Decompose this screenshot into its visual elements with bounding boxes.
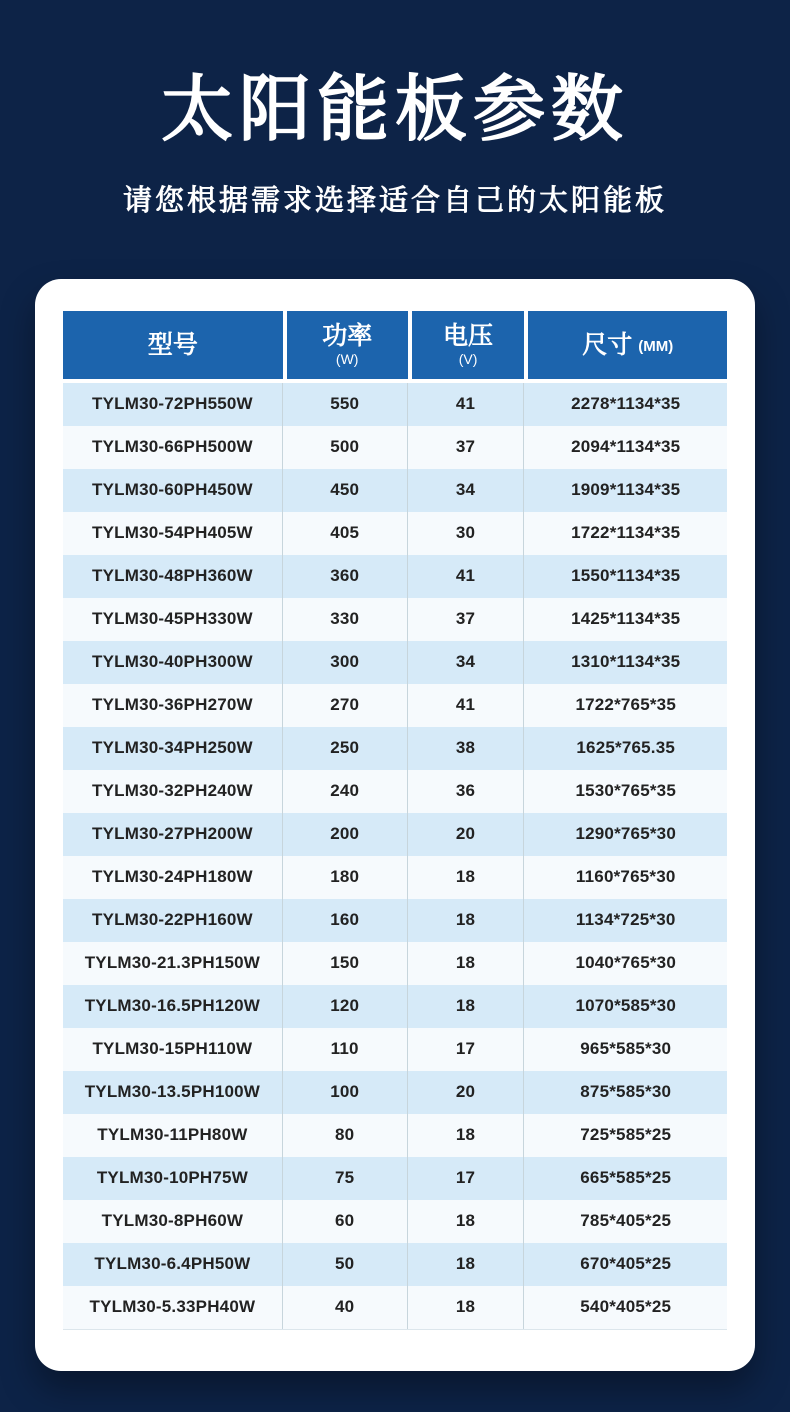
table-row <box>63 942 727 985</box>
cell-model: TYLM30-48PH360W <box>63 555 283 598</box>
table-row <box>63 985 727 1028</box>
spec-table <box>63 311 727 1330</box>
column-label-power: 功率 <box>322 322 373 351</box>
cell-power: 150 <box>283 942 408 985</box>
cell-model: TYLM30-66PH500W <box>63 426 283 469</box>
cell-voltage: 41 <box>408 555 525 598</box>
cell-power: 250 <box>283 727 408 770</box>
cell-model: TYLM30-21.3PH150W <box>63 942 283 985</box>
cell-model: TYLM30-36PH270W <box>63 684 283 727</box>
table-row <box>63 684 727 727</box>
cell-power: 270 <box>283 684 408 727</box>
table-row <box>63 555 727 598</box>
cell-size: 2094*1134*35 <box>571 437 681 457</box>
cell-voltage: 17 <box>408 1157 525 1200</box>
cell-size: 1425*1134*35 <box>571 609 681 629</box>
cell-model: TYLM30-15PH110W <box>63 1028 283 1071</box>
cell-voltage: 41 <box>408 383 525 426</box>
cell-size: 875*585*30 <box>580 1082 672 1102</box>
cell-voltage: 18 <box>408 942 525 985</box>
column-header-power <box>283 311 408 379</box>
cell-voltage: 41 <box>408 684 525 727</box>
cell-size: 1070*585*30 <box>575 996 676 1016</box>
table-row <box>63 1286 727 1329</box>
cell-model: TYLM30-60PH450W <box>63 469 283 512</box>
cell-model: TYLM30-40PH300W <box>63 641 283 684</box>
cell-model: TYLM30-5.33PH40W <box>63 1286 283 1329</box>
column-label-voltage: 电压 <box>443 322 494 351</box>
column-unit-power: (W) <box>335 350 359 367</box>
cell-voltage: 18 <box>408 856 525 899</box>
table-row <box>63 641 727 684</box>
column-label-size: 尺寸 <box>582 330 633 359</box>
cell-power: 200 <box>283 813 408 856</box>
cell-model: TYLM30-8PH60W <box>63 1200 283 1243</box>
cell-model: TYLM30-24PH180W <box>63 856 283 899</box>
page-title: 太阳能板参数 <box>160 70 629 150</box>
table-row <box>63 1071 727 1114</box>
table-row <box>63 598 727 641</box>
cell-model: TYLM30-34PH250W <box>63 727 283 770</box>
table-header <box>63 311 727 383</box>
table-row <box>63 512 727 555</box>
cell-size: 540*405*25 <box>580 1297 672 1317</box>
table-row <box>63 899 727 942</box>
cell-size: 665*585*25 <box>580 1168 672 1188</box>
cell-size: 1040*765*30 <box>575 953 676 973</box>
cell-size: 1310*1134*35 <box>571 652 681 672</box>
table-row <box>63 727 727 770</box>
cell-voltage: 37 <box>408 598 525 641</box>
table-row <box>63 1114 727 1157</box>
cell-size: 1134*725*30 <box>575 910 676 930</box>
cell-power: 80 <box>283 1114 408 1157</box>
cell-size: 1722*765*35 <box>575 695 676 715</box>
table-row <box>63 856 727 899</box>
table-row <box>63 1028 727 1071</box>
cell-power: 120 <box>283 985 408 1028</box>
cell-model: TYLM30-72PH550W <box>63 383 283 426</box>
cell-model: TYLM30-11PH80W <box>63 1114 283 1157</box>
cell-model: TYLM30-45PH330W <box>63 598 283 641</box>
cell-size: 670*405*25 <box>580 1254 672 1274</box>
column-label-model: 型号 <box>147 330 198 359</box>
column-header-model <box>63 311 283 379</box>
cell-power: 50 <box>283 1243 408 1286</box>
cell-size: 1290*765*30 <box>575 824 676 844</box>
cell-voltage: 20 <box>408 813 525 856</box>
cell-size: 965*585*30 <box>580 1039 672 1059</box>
cell-model: TYLM30-16.5PH120W <box>63 985 283 1028</box>
cell-power: 500 <box>283 426 408 469</box>
cell-power: 330 <box>283 598 408 641</box>
cell-size: 2278*1134*35 <box>571 394 681 414</box>
cell-size: 1625*765.35 <box>576 738 676 758</box>
cell-voltage: 18 <box>408 985 525 1028</box>
cell-size: 1550*1134*35 <box>571 566 681 586</box>
cell-model: TYLM30-6.4PH50W <box>63 1243 283 1286</box>
table-row <box>63 813 727 856</box>
cell-power: 40 <box>283 1286 408 1329</box>
cell-voltage: 17 <box>408 1028 525 1071</box>
cell-voltage: 38 <box>408 727 525 770</box>
cell-voltage: 37 <box>408 426 525 469</box>
cell-voltage: 36 <box>408 770 525 813</box>
table-row <box>63 1200 727 1243</box>
cell-voltage: 18 <box>408 1243 525 1286</box>
cell-power: 450 <box>283 469 408 512</box>
cell-voltage: 34 <box>408 469 525 512</box>
cell-power: 180 <box>283 856 408 899</box>
cell-voltage: 18 <box>408 1200 525 1243</box>
cell-size: 1909*1134*35 <box>571 480 681 500</box>
table-row <box>63 770 727 813</box>
cell-power: 240 <box>283 770 408 813</box>
cell-voltage: 30 <box>408 512 525 555</box>
cell-model: TYLM30-22PH160W <box>63 899 283 942</box>
cell-power: 550 <box>283 383 408 426</box>
page-subtitle: 请您根据需求选择适合自己的太阳能板 <box>122 185 667 218</box>
cell-power: 100 <box>283 1071 408 1114</box>
cell-size: 1722*1134*35 <box>571 523 681 543</box>
cell-voltage: 18 <box>408 1286 525 1329</box>
cell-power: 360 <box>283 555 408 598</box>
cell-power: 110 <box>283 1028 408 1071</box>
table-body <box>63 383 727 1330</box>
table-row <box>63 1243 727 1286</box>
cell-power: 75 <box>283 1157 408 1200</box>
cell-power: 405 <box>283 512 408 555</box>
column-unit-size: (MM) <box>638 338 674 356</box>
cell-size: 725*585*25 <box>580 1125 672 1145</box>
table-row <box>63 383 727 426</box>
cell-model: TYLM30-27PH200W <box>63 813 283 856</box>
cell-voltage: 34 <box>408 641 525 684</box>
cell-voltage: 20 <box>408 1071 525 1114</box>
cell-size: 785*405*25 <box>580 1211 672 1231</box>
cell-size: 1160*765*30 <box>575 867 676 887</box>
hero-section <box>0 0 790 217</box>
cell-model: TYLM30-54PH405W <box>63 512 283 555</box>
spec-card <box>35 279 755 1371</box>
cell-model: TYLM30-10PH75W <box>63 1157 283 1200</box>
cell-size: 1530*765*35 <box>575 781 676 801</box>
table-row <box>63 1157 727 1200</box>
column-header-size <box>524 311 727 379</box>
column-unit-voltage: (V) <box>458 350 478 367</box>
cell-power: 160 <box>283 899 408 942</box>
cell-voltage: 18 <box>408 899 525 942</box>
cell-power: 60 <box>283 1200 408 1243</box>
cell-power: 300 <box>283 641 408 684</box>
cell-model: TYLM30-32PH240W <box>63 770 283 813</box>
column-header-voltage <box>408 311 525 379</box>
cell-model: TYLM30-13.5PH100W <box>63 1071 283 1114</box>
table-row <box>63 469 727 512</box>
table-row <box>63 426 727 469</box>
cell-voltage: 18 <box>408 1114 525 1157</box>
